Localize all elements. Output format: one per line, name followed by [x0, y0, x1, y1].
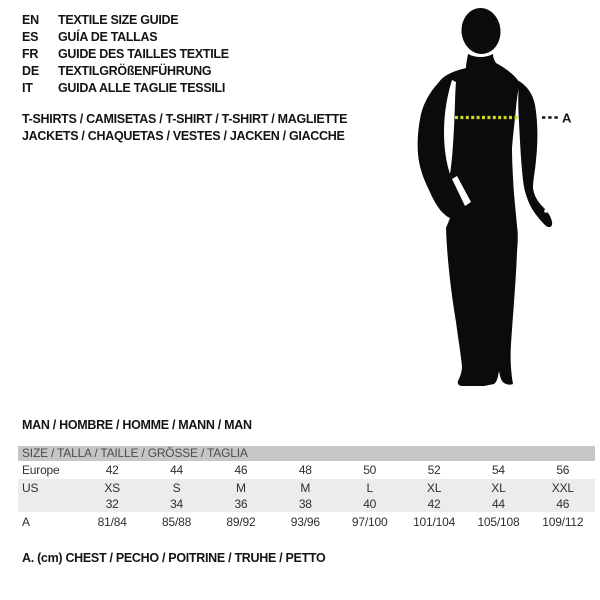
measurement-footnote: A. (cm) CHEST / PECHO / POITRINE / TRUHE / PETTO [22, 551, 326, 565]
cell: 56 [556, 463, 570, 477]
cell: 32 [105, 497, 119, 511]
language-code: DE [22, 64, 39, 78]
language-code: FR [22, 47, 39, 61]
table-row-us-numeric [18, 496, 595, 512]
cell: 109/112 [542, 515, 584, 529]
cell: M [236, 480, 246, 495]
cell: 105/108 [477, 515, 520, 529]
marker-a-label: A [562, 110, 572, 126]
silhouette-head [460, 6, 503, 55]
language-code: IT [22, 81, 33, 95]
cell: 42 [427, 497, 441, 511]
cell: 50 [363, 463, 377, 477]
language-row-es [22, 29, 229, 46]
language-title: TEXTILE SIZE GUIDE [58, 13, 179, 27]
category-line-jackets: JACKETS / CHAQUETAS / VESTES / JACKEN / GIACCHE [22, 129, 345, 143]
language-list [22, 12, 229, 97]
language-code: ES [22, 30, 39, 44]
cell: 89/92 [226, 515, 256, 529]
cell: 93/96 [290, 515, 320, 529]
language-title: GUÍA DE TALLAS [58, 30, 158, 44]
table-row-us [18, 479, 595, 496]
cell: XL [426, 480, 442, 495]
cell: 48 [298, 463, 312, 477]
row-label: US [22, 480, 39, 495]
cell: 46 [556, 497, 570, 511]
language-row-en [22, 12, 229, 29]
cell: S [172, 480, 181, 495]
man-silhouette-figure [408, 5, 580, 397]
cell: 97/100 [351, 515, 388, 529]
language-row-it [22, 80, 229, 97]
language-row-de [22, 63, 229, 80]
cell: 52 [427, 463, 441, 477]
cell: 101/104 [413, 515, 456, 529]
language-title: TEXTILGRÖßENFÜHRUNG [58, 64, 212, 78]
cell: 54 [491, 463, 505, 477]
cell: L [366, 480, 373, 495]
row-label: Europe [22, 463, 60, 477]
cell: 36 [234, 497, 248, 511]
category-line-tshirts: T-SHIRTS / CAMISETAS / T-SHIRT / T-SHIRT / MAGLIETTE [22, 112, 348, 126]
cell: 85/88 [162, 515, 192, 529]
language-title: GUIDA ALLE TAGLIE TESSILI [58, 81, 226, 95]
language-title: GUIDE DES TAILLES TEXTILE [58, 47, 229, 61]
section-title-man: MAN / HOMBRE / HOMME / MANN / MAN [22, 418, 252, 432]
cell: 34 [170, 497, 184, 511]
table-row-europe [18, 461, 595, 479]
cell: 81/84 [97, 515, 127, 529]
cell: 40 [363, 497, 377, 511]
cell: 44 [491, 497, 505, 511]
size-table [18, 446, 595, 532]
cell: 42 [105, 463, 119, 477]
table-row-chest-cm [18, 512, 595, 532]
silhouette-body [418, 54, 520, 386]
cell: 46 [234, 463, 248, 477]
row-label: A [22, 515, 30, 529]
cell: XL [491, 480, 506, 495]
silhouette-right-arm [518, 81, 552, 227]
language-code: EN [22, 13, 39, 27]
cell: XS [104, 480, 120, 495]
language-row-fr [22, 46, 229, 63]
category-lines [22, 111, 347, 145]
silhouette-finger-gap [544, 209, 548, 213]
cell: 38 [298, 497, 312, 511]
cell: 44 [170, 463, 184, 477]
size-table-header: SIZE / TALLA / TAILLE / GRÖSSE / TAGLIA [18, 446, 595, 461]
cell: M [300, 480, 311, 495]
cell: XXL [551, 480, 574, 495]
